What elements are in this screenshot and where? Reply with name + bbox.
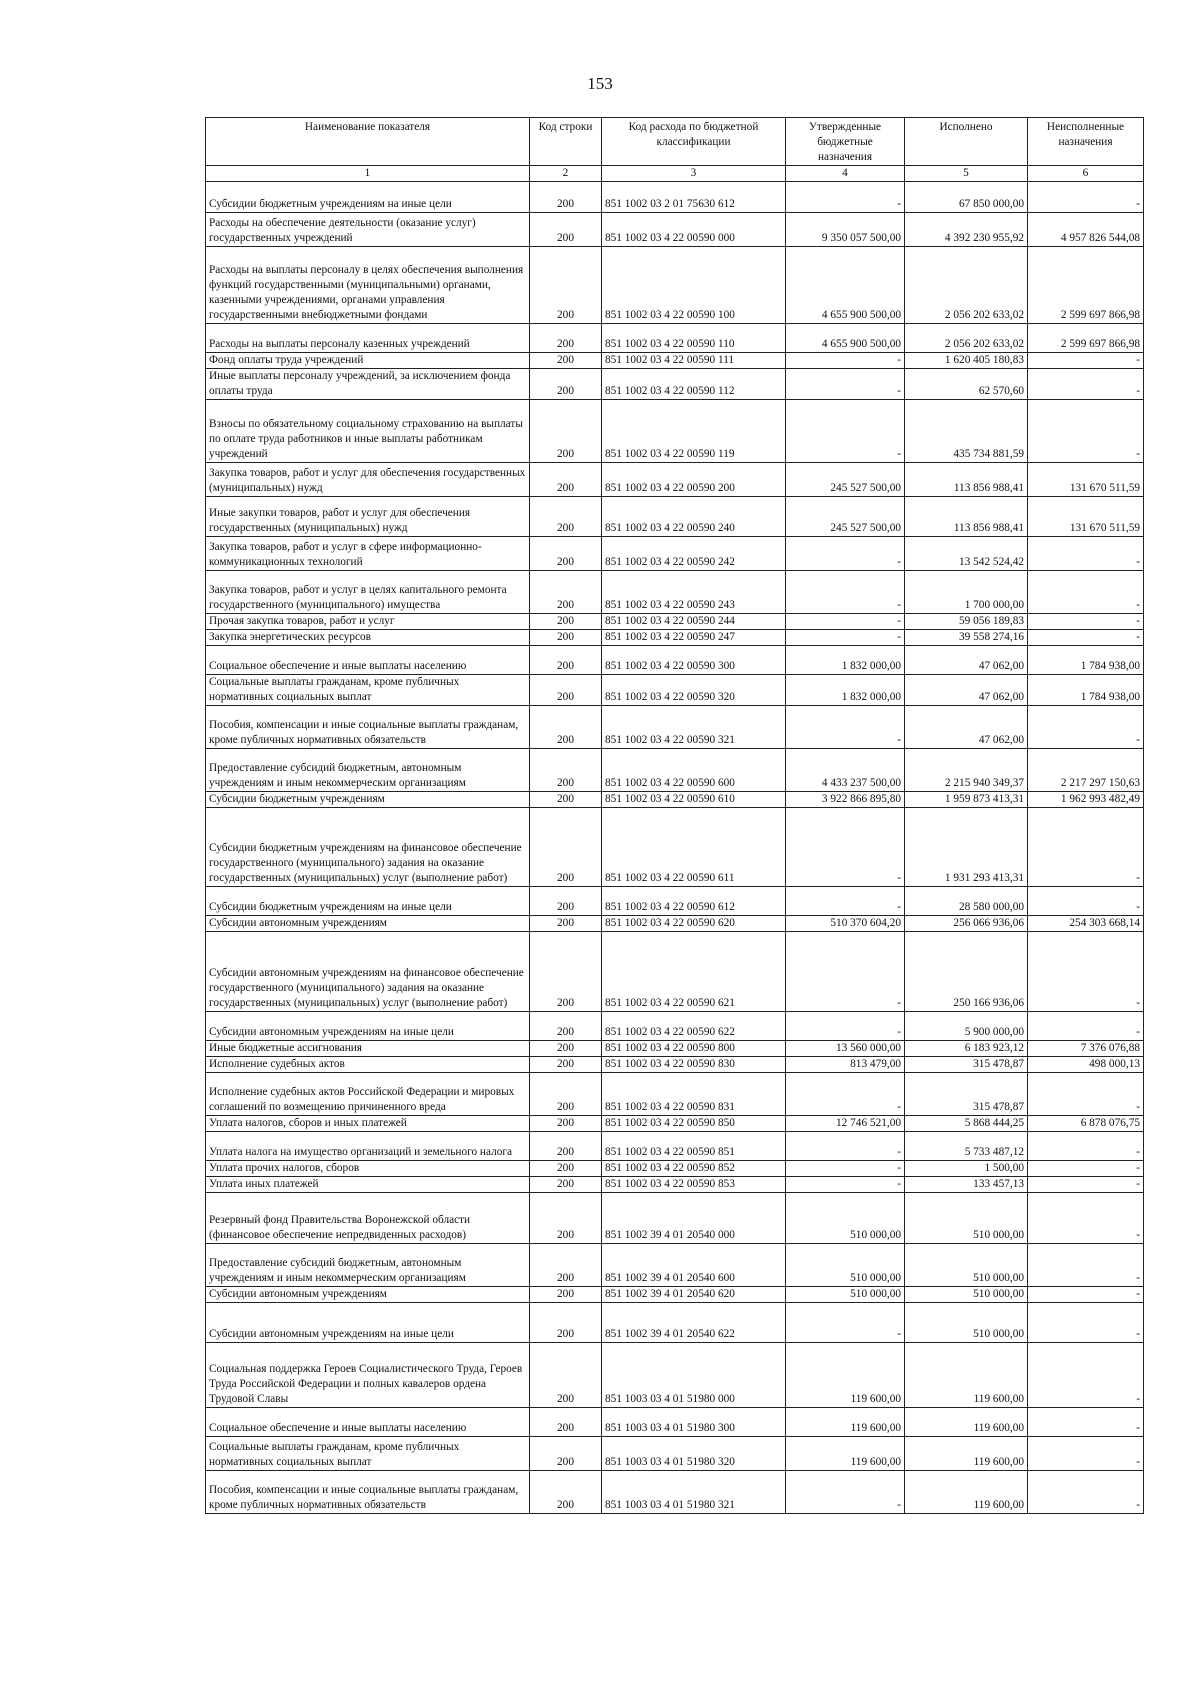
line-code-cell: 200 [530, 706, 602, 749]
approved-amount-cell: - [786, 537, 905, 571]
table-row [206, 1012, 1144, 1041]
budget-code-cell: 851 1002 39 4 01 20540 000 [602, 1193, 786, 1244]
executed-amount-cell: 133 457,13 [905, 1177, 1028, 1193]
budget-code-cell: 851 1002 03 4 22 00590 852 [602, 1161, 786, 1177]
line-code-cell: 200 [530, 749, 602, 792]
budget-code-cell: 851 1003 03 4 01 51980 320 [602, 1437, 786, 1471]
header-line-code: Код строки [530, 118, 602, 166]
budget-code-cell: 851 1002 03 4 22 00590 200 [602, 463, 786, 497]
table-row [206, 213, 1144, 247]
executed-amount-cell: 67 850 000,00 [905, 182, 1028, 213]
approved-amount-cell: - [786, 369, 905, 400]
executed-amount-cell: 119 600,00 [905, 1408, 1028, 1437]
budget-code-cell: 851 1002 03 4 22 00590 247 [602, 630, 786, 646]
indicator-name-cell: Закупка товаров, работ и услуг в целях капитального ремонта государственного (муниципального) имущества [206, 571, 530, 614]
table-row [206, 614, 1144, 630]
unexecuted-amount-cell: - [1028, 808, 1144, 887]
indicator-name-cell: Пособия, компенсации и иные социальные выплаты гражданам, кроме публичных нормативных обязательств [206, 706, 530, 749]
line-code-cell: 200 [530, 1287, 602, 1303]
table-row [206, 463, 1144, 497]
unexecuted-amount-cell: - [1028, 614, 1144, 630]
table-row [206, 916, 1144, 932]
unexecuted-amount-cell: - [1028, 887, 1144, 916]
indicator-name-cell: Социальное обеспечение и иные выплаты населению [206, 1408, 530, 1437]
indicator-name-cell: Резервный фонд Правительства Воронежской области (финансовое обеспечение непредвиденных расходов) [206, 1193, 530, 1244]
unexecuted-amount-cell: 498 000,13 [1028, 1057, 1144, 1073]
line-code-cell: 200 [530, 1132, 602, 1161]
approved-amount-cell: - [786, 353, 905, 369]
budget-code-cell: 851 1002 03 4 22 00590 800 [602, 1041, 786, 1057]
line-code-cell: 200 [530, 1073, 602, 1116]
unexecuted-amount-cell: 6 878 076,75 [1028, 1116, 1144, 1132]
table-row [206, 1161, 1144, 1177]
indicator-name-cell: Закупка энергетических ресурсов [206, 630, 530, 646]
line-code-cell: 200 [530, 1408, 602, 1437]
line-code-cell: 200 [530, 1041, 602, 1057]
indicator-name-cell: Социальное обеспечение и иные выплаты населению [206, 646, 530, 675]
budget-code-cell: 851 1002 03 4 22 00590 621 [602, 932, 786, 1012]
unexecuted-amount-cell: - [1028, 1132, 1144, 1161]
budget-code-cell: 851 1002 03 4 22 00590 242 [602, 537, 786, 571]
executed-amount-cell: 5 868 444,25 [905, 1116, 1028, 1132]
column-number: 6 [1028, 166, 1144, 182]
table-row [206, 1244, 1144, 1287]
budget-code-cell: 851 1002 03 4 22 00590 853 [602, 1177, 786, 1193]
approved-amount-cell: 119 600,00 [786, 1408, 905, 1437]
unexecuted-amount-cell: 2 217 297 150,63 [1028, 749, 1144, 792]
unexecuted-amount-cell: 131 670 511,59 [1028, 497, 1144, 537]
line-code-cell: 200 [530, 1193, 602, 1244]
budget-code-cell: 851 1002 03 4 22 00590 830 [602, 1057, 786, 1073]
executed-amount-cell: 1 931 293 413,31 [905, 808, 1028, 887]
header-executed: Исполнено [905, 118, 1028, 166]
executed-amount-cell: 39 558 274,16 [905, 630, 1028, 646]
unexecuted-amount-cell: - [1028, 1177, 1144, 1193]
line-code-cell: 200 [530, 614, 602, 630]
budget-code-cell: 851 1002 03 2 01 75630 612 [602, 182, 786, 213]
unexecuted-amount-cell: - [1028, 1287, 1144, 1303]
indicator-name-cell: Субсидии автономным учреждениям [206, 1287, 530, 1303]
line-code-cell: 200 [530, 1116, 602, 1132]
column-number: 3 [602, 166, 786, 182]
table-row [206, 324, 1144, 353]
approved-amount-cell: - [786, 887, 905, 916]
table-row [206, 1193, 1144, 1244]
table-row [206, 646, 1144, 675]
executed-amount-cell: 510 000,00 [905, 1244, 1028, 1287]
unexecuted-amount-cell: 2 599 697 866,98 [1028, 324, 1144, 353]
approved-amount-cell: 4 655 900 500,00 [786, 324, 905, 353]
budget-code-cell: 851 1003 03 4 01 51980 300 [602, 1408, 786, 1437]
approved-amount-cell: 13 560 000,00 [786, 1041, 905, 1057]
unexecuted-amount-cell: - [1028, 1303, 1144, 1343]
unexecuted-amount-cell: - [1028, 400, 1144, 463]
unexecuted-amount-cell: - [1028, 1193, 1144, 1244]
budget-code-cell: 851 1002 03 4 22 00590 851 [602, 1132, 786, 1161]
line-code-cell: 200 [530, 213, 602, 247]
table-row [206, 1041, 1144, 1057]
unexecuted-amount-cell: - [1028, 369, 1144, 400]
table-row [206, 369, 1144, 400]
table-row [206, 1132, 1144, 1161]
approved-amount-cell: 12 746 521,00 [786, 1116, 905, 1132]
unexecuted-amount-cell: - [1028, 1161, 1144, 1177]
executed-amount-cell: 59 056 189,83 [905, 614, 1028, 630]
approved-amount-cell: 3 922 866 895,80 [786, 792, 905, 808]
unexecuted-amount-cell: 4 957 826 544,08 [1028, 213, 1144, 247]
table-row [206, 400, 1144, 463]
line-code-cell: 200 [530, 630, 602, 646]
approved-amount-cell: 510 370 604,20 [786, 916, 905, 932]
executed-amount-cell: 256 066 936,06 [905, 916, 1028, 932]
executed-amount-cell: 47 062,00 [905, 675, 1028, 706]
approved-amount-cell: - [786, 706, 905, 749]
table-row [206, 1073, 1144, 1116]
budget-code-cell: 851 1002 03 4 22 00590 611 [602, 808, 786, 887]
executed-amount-cell: 28 580 000,00 [905, 887, 1028, 916]
budget-code-cell: 851 1002 03 4 22 00590 622 [602, 1012, 786, 1041]
indicator-name-cell: Пособия, компенсации и иные социальные выплаты гражданам, кроме публичных нормативных обязательств [206, 1471, 530, 1514]
table-row [206, 1408, 1144, 1437]
executed-amount-cell: 113 856 988,41 [905, 497, 1028, 537]
budget-code-cell: 851 1002 03 4 22 00590 100 [602, 247, 786, 324]
budget-code-cell: 851 1002 39 4 01 20540 620 [602, 1287, 786, 1303]
budget-code-cell: 851 1002 03 4 22 00590 612 [602, 887, 786, 916]
executed-amount-cell: 62 570,60 [905, 369, 1028, 400]
executed-amount-cell: 2 056 202 633,02 [905, 247, 1028, 324]
header-unexecuted: Неисполненные назначения [1028, 118, 1144, 166]
executed-amount-cell: 5 733 487,12 [905, 1132, 1028, 1161]
approved-amount-cell: - [786, 614, 905, 630]
table-body [206, 182, 1144, 1514]
line-code-cell: 200 [530, 916, 602, 932]
executed-amount-cell: 510 000,00 [905, 1287, 1028, 1303]
indicator-name-cell: Фонд оплаты труда учреждений [206, 353, 530, 369]
indicator-name-cell: Взносы по обязательному социальному страхованию на выплаты по оплате труда работников и иные выплаты работникам учреждений [206, 400, 530, 463]
table-row [206, 1437, 1144, 1471]
unexecuted-amount-cell: - [1028, 932, 1144, 1012]
unexecuted-amount-cell: - [1028, 706, 1144, 749]
line-code-cell: 200 [530, 182, 602, 213]
budget-code-cell: 851 1002 03 4 22 00590 321 [602, 706, 786, 749]
indicator-name-cell: Расходы на обеспечение деятельности (оказание услуг) государственных учреждений [206, 213, 530, 247]
line-code-cell: 200 [530, 400, 602, 463]
executed-amount-cell: 13 542 524,42 [905, 537, 1028, 571]
indicator-name-cell: Социальные выплаты гражданам, кроме публичных нормативных социальных выплат [206, 1437, 530, 1471]
line-code-cell: 200 [530, 675, 602, 706]
budget-code-cell: 851 1003 03 4 01 51980 000 [602, 1343, 786, 1408]
budget-code-cell: 851 1002 39 4 01 20540 600 [602, 1244, 786, 1287]
approved-amount-cell: - [786, 1012, 905, 1041]
executed-amount-cell: 1 959 873 413,31 [905, 792, 1028, 808]
executed-amount-cell: 510 000,00 [905, 1303, 1028, 1343]
header-name: Наименование показателя [206, 118, 530, 166]
executed-amount-cell: 47 062,00 [905, 646, 1028, 675]
line-code-cell: 200 [530, 571, 602, 614]
table-row [206, 353, 1144, 369]
indicator-name-cell: Уплата налогов, сборов и иных платежей [206, 1116, 530, 1132]
indicator-name-cell: Уплата иных платежей [206, 1177, 530, 1193]
line-code-cell: 200 [530, 1471, 602, 1514]
unexecuted-amount-cell: - [1028, 1073, 1144, 1116]
indicator-name-cell: Расходы на выплаты персоналу казенных учреждений [206, 324, 530, 353]
approved-amount-cell: 4 655 900 500,00 [786, 247, 905, 324]
table-row [206, 630, 1144, 646]
executed-amount-cell: 1 700 000,00 [905, 571, 1028, 614]
budget-code-cell: 851 1002 03 4 22 00590 831 [602, 1073, 786, 1116]
indicator-name-cell: Иные выплаты персоналу учреждений, за исключением фонда оплаты труда [206, 369, 530, 400]
budget-execution-table [205, 117, 1144, 1514]
executed-amount-cell: 4 392 230 955,92 [905, 213, 1028, 247]
line-code-cell: 200 [530, 808, 602, 887]
approved-amount-cell: 1 832 000,00 [786, 675, 905, 706]
approved-amount-cell: - [786, 1073, 905, 1116]
table-row [206, 497, 1144, 537]
indicator-name-cell: Субсидии бюджетным учреждениям [206, 792, 530, 808]
line-code-cell: 200 [530, 1244, 602, 1287]
executed-amount-cell: 119 600,00 [905, 1343, 1028, 1408]
line-code-cell: 200 [530, 1057, 602, 1073]
unexecuted-amount-cell: - [1028, 1012, 1144, 1041]
table-row [206, 1343, 1144, 1408]
approved-amount-cell: 4 433 237 500,00 [786, 749, 905, 792]
budget-code-cell: 851 1003 03 4 01 51980 321 [602, 1471, 786, 1514]
indicator-name-cell: Расходы на выплаты персоналу в целях обеспечения выполнения функций государственными (муниципальными) органами, казенными учреждениями, органами управления государственными внебюджетными фондами [206, 247, 530, 324]
unexecuted-amount-cell: 1 784 938,00 [1028, 675, 1144, 706]
table-row [206, 1177, 1144, 1193]
executed-amount-cell: 47 062,00 [905, 706, 1028, 749]
column-number: 4 [786, 166, 905, 182]
approved-amount-cell: 813 479,00 [786, 1057, 905, 1073]
table-row [206, 1116, 1144, 1132]
line-code-cell: 200 [530, 1177, 602, 1193]
approved-amount-cell: - [786, 808, 905, 887]
approved-amount-cell: - [786, 571, 905, 614]
column-number: 5 [905, 166, 1028, 182]
unexecuted-amount-cell: - [1028, 630, 1144, 646]
executed-amount-cell: 113 856 988,41 [905, 463, 1028, 497]
indicator-name-cell: Субсидии автономным учреждениям на иные цели [206, 1303, 530, 1343]
unexecuted-amount-cell: 2 599 697 866,98 [1028, 247, 1144, 324]
line-code-cell: 200 [530, 247, 602, 324]
column-number: 1 [206, 166, 530, 182]
indicator-name-cell: Субсидии бюджетным учреждениям на финансовое обеспечение государственного (муниципального) задания на оказание государственных (муниципальных) услуг (выполнение работ) [206, 808, 530, 887]
budget-code-cell: 851 1002 03 4 22 00590 610 [602, 792, 786, 808]
line-code-cell: 200 [530, 932, 602, 1012]
budget-code-cell: 851 1002 03 4 22 00590 243 [602, 571, 786, 614]
column-number: 2 [530, 166, 602, 182]
indicator-name-cell: Иные бюджетные ассигнования [206, 1041, 530, 1057]
table-row [206, 1057, 1144, 1073]
line-code-cell: 200 [530, 353, 602, 369]
line-code-cell: 200 [530, 497, 602, 537]
budget-code-cell: 851 1002 03 4 22 00590 300 [602, 646, 786, 675]
approved-amount-cell: 1 832 000,00 [786, 646, 905, 675]
unexecuted-amount-cell: - [1028, 353, 1144, 369]
table-row [206, 792, 1144, 808]
line-code-cell: 200 [530, 887, 602, 916]
page-number: 153 [587, 74, 613, 93]
executed-amount-cell: 250 166 936,06 [905, 932, 1028, 1012]
indicator-name-cell: Иные закупки товаров, работ и услуг для обеспечения государственных (муниципальных) нужд [206, 497, 530, 537]
table-row [206, 1287, 1144, 1303]
budget-code-cell: 851 1002 03 4 22 00590 000 [602, 213, 786, 247]
unexecuted-amount-cell: - [1028, 1244, 1144, 1287]
table-header-row [206, 118, 1144, 166]
line-code-cell: 200 [530, 324, 602, 353]
approved-amount-cell: - [786, 1132, 905, 1161]
executed-amount-cell: 435 734 881,59 [905, 400, 1028, 463]
unexecuted-amount-cell: - [1028, 537, 1144, 571]
indicator-name-cell: Прочая закупка товаров, работ и услуг [206, 614, 530, 630]
approved-amount-cell: 245 527 500,00 [786, 497, 905, 537]
indicator-name-cell: Закупка товаров, работ и услуг для обеспечения государственных (муниципальных) нужд [206, 463, 530, 497]
approved-amount-cell: 119 600,00 [786, 1343, 905, 1408]
line-code-cell: 200 [530, 463, 602, 497]
indicator-name-cell: Исполнение судебных актов Российской Федерации и мировых соглашений по возмещению причиненного вреда [206, 1073, 530, 1116]
line-code-cell: 200 [530, 792, 602, 808]
budget-code-cell: 851 1002 03 4 22 00590 110 [602, 324, 786, 353]
table-row [206, 247, 1144, 324]
executed-amount-cell: 119 600,00 [905, 1437, 1028, 1471]
line-code-cell: 200 [530, 1303, 602, 1343]
table-row [206, 749, 1144, 792]
executed-amount-cell: 6 183 923,12 [905, 1041, 1028, 1057]
unexecuted-amount-cell: 254 303 668,14 [1028, 916, 1144, 932]
table-row [206, 675, 1144, 706]
approved-amount-cell: 510 000,00 [786, 1244, 905, 1287]
budget-code-cell: 851 1002 03 4 22 00590 244 [602, 614, 786, 630]
line-code-cell: 200 [530, 537, 602, 571]
table-row [206, 932, 1144, 1012]
approved-amount-cell: - [786, 1303, 905, 1343]
executed-amount-cell: 5 900 000,00 [905, 1012, 1028, 1041]
line-code-cell: 200 [530, 1343, 602, 1408]
line-code-cell: 200 [530, 1437, 602, 1471]
unexecuted-amount-cell: - [1028, 1343, 1144, 1408]
budget-code-cell: 851 1002 03 4 22 00590 111 [602, 353, 786, 369]
unexecuted-amount-cell: 1 784 938,00 [1028, 646, 1144, 675]
indicator-name-cell: Социальные выплаты гражданам, кроме публичных нормативных социальных выплат [206, 675, 530, 706]
line-code-cell: 200 [530, 369, 602, 400]
executed-amount-cell: 2 056 202 633,02 [905, 324, 1028, 353]
approved-amount-cell: 510 000,00 [786, 1287, 905, 1303]
header-budget-code: Код расхода по бюджетной классификации [602, 118, 786, 166]
approved-amount-cell: - [786, 400, 905, 463]
table-row [206, 887, 1144, 916]
unexecuted-amount-cell: - [1028, 571, 1144, 614]
executed-amount-cell: 1 620 405 180,83 [905, 353, 1028, 369]
column-number-row [206, 166, 1144, 182]
indicator-name-cell: Уплата прочих налогов, сборов [206, 1161, 530, 1177]
unexecuted-amount-cell: - [1028, 182, 1144, 213]
approved-amount-cell: - [786, 1161, 905, 1177]
indicator-name-cell: Социальная поддержка Героев Социалистического Труда, Героев Труда Российской Федерации и полных кавалеров ордена Трудовой Славы [206, 1343, 530, 1408]
approved-amount-cell: - [786, 932, 905, 1012]
budget-code-cell: 851 1002 03 4 22 00590 600 [602, 749, 786, 792]
executed-amount-cell: 1 500,00 [905, 1161, 1028, 1177]
line-code-cell: 200 [530, 1161, 602, 1177]
unexecuted-amount-cell: 1 962 993 482,49 [1028, 792, 1144, 808]
line-code-cell: 200 [530, 646, 602, 675]
indicator-name-cell: Предоставление субсидий бюджетным, автономным учреждениям и иным некоммерческим организациям [206, 749, 530, 792]
indicator-name-cell: Исполнение судебных актов [206, 1057, 530, 1073]
table-row [206, 182, 1144, 213]
executed-amount-cell: 2 215 940 349,37 [905, 749, 1028, 792]
budget-code-cell: 851 1002 03 4 22 00590 119 [602, 400, 786, 463]
approved-amount-cell: 9 350 057 500,00 [786, 213, 905, 247]
table-row [206, 808, 1144, 887]
executed-amount-cell: 315 478,87 [905, 1057, 1028, 1073]
table-row [206, 537, 1144, 571]
unexecuted-amount-cell: - [1028, 1408, 1144, 1437]
budget-code-cell: 851 1002 03 4 22 00590 240 [602, 497, 786, 537]
executed-amount-cell: 510 000,00 [905, 1193, 1028, 1244]
table-row [206, 571, 1144, 614]
indicator-name-cell: Уплата налога на имущество организаций и земельного налога [206, 1132, 530, 1161]
approved-amount-cell: - [786, 1471, 905, 1514]
approved-amount-cell: 245 527 500,00 [786, 463, 905, 497]
executed-amount-cell: 315 478,87 [905, 1073, 1028, 1116]
budget-code-cell: 851 1002 03 4 22 00590 620 [602, 916, 786, 932]
indicator-name-cell: Субсидии автономным учреждениям [206, 916, 530, 932]
unexecuted-amount-cell: 131 670 511,59 [1028, 463, 1144, 497]
approved-amount-cell: 119 600,00 [786, 1437, 905, 1471]
unexecuted-amount-cell: - [1028, 1471, 1144, 1514]
indicator-name-cell: Предоставление субсидий бюджетным, автономным учреждениям и иным некоммерческим организациям [206, 1244, 530, 1287]
budget-code-cell: 851 1002 03 4 22 00590 112 [602, 369, 786, 400]
indicator-name-cell: Субсидии автономным учреждениям на финансовое обеспечение государственного (муниципального) задания на оказание государственных (муниципальных) услуг (выполнение работ) [206, 932, 530, 1012]
budget-code-cell: 851 1002 39 4 01 20540 622 [602, 1303, 786, 1343]
unexecuted-amount-cell: - [1028, 1437, 1144, 1471]
budget-code-cell: 851 1002 03 4 22 00590 320 [602, 675, 786, 706]
line-code-cell: 200 [530, 1012, 602, 1041]
approved-amount-cell: 510 000,00 [786, 1193, 905, 1244]
indicator-name-cell: Субсидии бюджетным учреждениям на иные цели [206, 182, 530, 213]
approved-amount-cell: - [786, 182, 905, 213]
budget-code-cell: 851 1002 03 4 22 00590 850 [602, 1116, 786, 1132]
indicator-name-cell: Закупка товаров, работ и услуг в сфере информационно-коммуникационных технологий [206, 537, 530, 571]
approved-amount-cell: - [786, 630, 905, 646]
indicator-name-cell: Субсидии бюджетным учреждениям на иные цели [206, 887, 530, 916]
header-approved: Утвержденные бюджетные назначения [786, 118, 905, 166]
indicator-name-cell: Субсидии автономным учреждениям на иные цели [206, 1012, 530, 1041]
table-row [206, 706, 1144, 749]
executed-amount-cell: 119 600,00 [905, 1471, 1028, 1514]
table-row [206, 1471, 1144, 1514]
table-row [206, 1303, 1144, 1343]
unexecuted-amount-cell: 7 376 076,88 [1028, 1041, 1144, 1057]
approved-amount-cell: - [786, 1177, 905, 1193]
